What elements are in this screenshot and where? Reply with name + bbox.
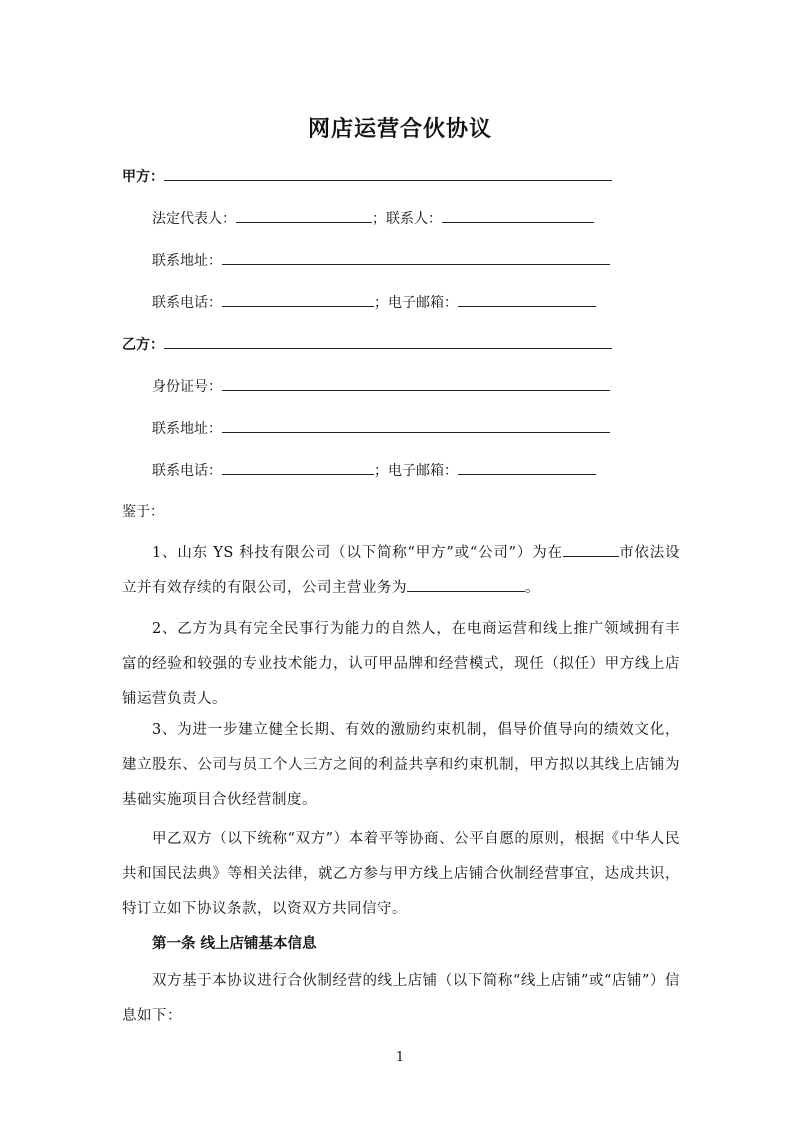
- city-blank[interactable]: [563, 542, 619, 557]
- party-a-email-blank[interactable]: [458, 292, 596, 307]
- clause-1-text-b: 市依法设立并有效存续的有限公司，公司主营业务为: [122, 545, 680, 596]
- party-b-id-row: [152, 376, 610, 397]
- party-a-address-row: [152, 250, 610, 271]
- agreement-text: 甲乙双方（以下统称“双方”）本着平等协商、公平自愿的原则，根据《中华人民共和国民法典》等相关法律，就乙方参与甲方线上店铺合伙制经营事宜，达成共识，特订立如下协议条款，以资双方共同信守。: [122, 831, 680, 917]
- clause-2: [122, 612, 680, 717]
- legal-rep-label: 法定代表人：: [152, 211, 236, 227]
- main-business-blank[interactable]: [407, 577, 525, 592]
- party-b-address-row: [152, 418, 610, 439]
- article-1-heading: 第一条 线上店铺基本信息: [152, 936, 317, 952]
- article-1-body: [122, 964, 680, 1034]
- party-a-blank[interactable]: [164, 166, 612, 181]
- clause-1: [122, 536, 680, 606]
- clause-3: [122, 713, 680, 818]
- page-number: 1: [395, 1050, 405, 1065]
- party-b-row: [122, 334, 612, 355]
- whereas-label: 鉴于：: [122, 504, 164, 520]
- party-a-address-label: 联系地址：: [152, 253, 222, 269]
- party-a-row: [122, 166, 612, 187]
- party-b-address-label: 联系地址：: [152, 421, 222, 437]
- clause-1-text-c: 。: [525, 580, 540, 596]
- contact-person-label: ；联系人：: [372, 211, 442, 227]
- party-a-phone-label: 联系电话：: [152, 295, 222, 311]
- party-b-phone-row: [152, 460, 596, 481]
- id-number-blank[interactable]: [222, 376, 610, 391]
- contact-person-blank[interactable]: [442, 208, 594, 223]
- agreement-paragraph: [122, 822, 680, 927]
- party-a-email-label: ；电子邮箱：: [374, 295, 458, 311]
- clause-1-text-a: 1、山东 YS 科技有限公司（以下简称“甲方”或“公司”）为在: [152, 545, 563, 561]
- party-b-email-blank[interactable]: [458, 460, 596, 475]
- party-b-address-blank[interactable]: [222, 418, 610, 433]
- clause-3-text: 3、为进一步建立健全长期、有效的激励约束机制，倡导价值导向的绩效文化，建立股东、公司与员工个人三方之间的利益共享和约束机制，甲方拟以其线上店铺为基础实施项目合伙经营制度。: [122, 722, 680, 808]
- id-number-label: 身份证号：: [152, 379, 222, 395]
- party-b-blank[interactable]: [164, 334, 612, 349]
- party-b-phone-label: 联系电话：: [152, 463, 222, 479]
- party-a-phone-row: [152, 292, 596, 313]
- party-a-label: 甲方：: [122, 169, 164, 185]
- clause-2-text: 2、乙方为具有完全民事行为能力的自然人，在电商运营和线上推广领域拥有丰富的经验和较强的专业技术能力，认可甲品牌和经营模式，现任（拟任）甲方线上店铺运营负责人。: [122, 621, 680, 707]
- party-b-email-label: ；电子邮箱：: [374, 463, 458, 479]
- party-a-legal-rep-row: [152, 208, 594, 229]
- document-title: 网店运营合伙协议: [307, 117, 492, 142]
- legal-rep-blank[interactable]: [236, 208, 372, 223]
- party-b-label: 乙方：: [122, 337, 164, 353]
- party-a-phone-blank[interactable]: [222, 292, 374, 307]
- party-a-address-blank[interactable]: [222, 250, 610, 265]
- article-1-text: 双方基于本协议进行合伙制经营的线上店铺（以下简称“线上店铺”或“店铺”）信息如下：: [122, 973, 680, 1024]
- party-b-phone-blank[interactable]: [222, 460, 374, 475]
